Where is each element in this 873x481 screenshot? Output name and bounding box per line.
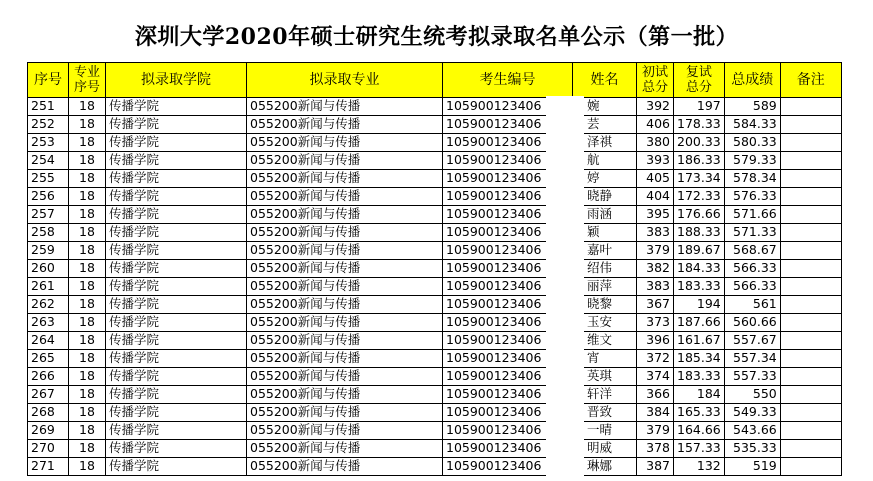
cell-initial-score: 373	[637, 314, 674, 332]
cell-total-score: 579.33	[724, 152, 780, 170]
cell-major: 055200新闻与传播	[247, 98, 443, 116]
table-row	[28, 152, 842, 170]
table-row	[28, 278, 842, 296]
cell-initial-score: 382	[637, 260, 674, 278]
cell-initial-score: 379	[637, 242, 674, 260]
cell-total-score: 578.34	[724, 170, 780, 188]
cell-name: 婷	[573, 170, 637, 188]
header-total-score: 总成绩	[724, 63, 780, 98]
cell-exam-id: 105900123406	[443, 152, 573, 170]
cell-retest-score: 197	[674, 98, 725, 116]
cell-retest-score: 172.33	[674, 188, 725, 206]
table-row	[28, 440, 842, 458]
cell-retest-score: 183.33	[674, 278, 725, 296]
cell-exam-id: 105900123406	[443, 458, 573, 476]
cell-retest-score: 183.33	[674, 368, 725, 386]
table-row	[28, 224, 842, 242]
cell-seq: 264	[28, 332, 69, 350]
cell-total-score: 519	[724, 458, 780, 476]
cell-remark	[780, 314, 841, 332]
cell-college: 传播学院	[106, 296, 247, 314]
cell-college: 传播学院	[106, 350, 247, 368]
cell-retest-score: 184.33	[674, 260, 725, 278]
cell-remark	[780, 332, 841, 350]
cell-seq: 259	[28, 242, 69, 260]
cell-seq: 255	[28, 170, 69, 188]
cell-name: 明威	[573, 440, 637, 458]
cell-college: 传播学院	[106, 458, 247, 476]
cell-major-seq: 18	[69, 350, 106, 368]
cell-total-score: 571.66	[724, 206, 780, 224]
cell-college: 传播学院	[106, 224, 247, 242]
cell-college: 传播学院	[106, 98, 247, 116]
cell-name: 轩洋	[573, 386, 637, 404]
cell-initial-score: 393	[637, 152, 674, 170]
cell-initial-score: 392	[637, 98, 674, 116]
cell-major-seq: 18	[69, 170, 106, 188]
cell-remark	[780, 98, 841, 116]
table-row	[28, 170, 842, 188]
cell-major-seq: 18	[69, 134, 106, 152]
cell-college: 传播学院	[106, 170, 247, 188]
cell-initial-score: 384	[637, 404, 674, 422]
cell-remark	[780, 224, 841, 242]
cell-major-seq: 18	[69, 458, 106, 476]
cell-initial-score: 387	[637, 458, 674, 476]
header-remark: 备注	[780, 63, 841, 98]
cell-total-score: 557.67	[724, 332, 780, 350]
cell-exam-id: 105900123406	[443, 260, 573, 278]
cell-major: 055200新闻与传播	[247, 152, 443, 170]
cell-college: 传播学院	[106, 188, 247, 206]
cell-name: 晋致	[573, 404, 637, 422]
cell-name: 晓静	[573, 188, 637, 206]
cell-major-seq: 18	[69, 440, 106, 458]
cell-major: 055200新闻与传播	[247, 260, 443, 278]
cell-initial-score: 366	[637, 386, 674, 404]
cell-retest-score: 176.66	[674, 206, 725, 224]
cell-major: 055200新闻与传播	[247, 134, 443, 152]
cell-major: 055200新闻与传播	[247, 314, 443, 332]
cell-total-score: 566.33	[724, 260, 780, 278]
cell-major: 055200新闻与传播	[247, 386, 443, 404]
cell-total-score: 557.33	[724, 368, 780, 386]
cell-major: 055200新闻与传播	[247, 206, 443, 224]
table-row	[28, 422, 842, 440]
cell-name: 英琪	[573, 368, 637, 386]
table-row	[28, 350, 842, 368]
table-row	[28, 242, 842, 260]
cell-major-seq: 18	[69, 98, 106, 116]
cell-total-score: 580.33	[724, 134, 780, 152]
cell-remark	[780, 368, 841, 386]
cell-remark	[780, 350, 841, 368]
cell-total-score: 560.66	[724, 314, 780, 332]
cell-major: 055200新闻与传播	[247, 404, 443, 422]
cell-major-seq: 18	[69, 260, 106, 278]
cell-college: 传播学院	[106, 404, 247, 422]
cell-initial-score: 372	[637, 350, 674, 368]
cell-name: 婉	[573, 98, 637, 116]
cell-total-score: 561	[724, 296, 780, 314]
cell-retest-score: 194	[674, 296, 725, 314]
table-row	[28, 116, 842, 134]
header-college: 拟录取学院	[106, 63, 247, 98]
cell-name: 维文	[573, 332, 637, 350]
cell-retest-score: 186.33	[674, 152, 725, 170]
cell-total-score: 584.33	[724, 116, 780, 134]
cell-total-score: 566.33	[724, 278, 780, 296]
cell-retest-score: 164.66	[674, 422, 725, 440]
cell-major-seq: 18	[69, 332, 106, 350]
cell-major: 055200新闻与传播	[247, 458, 443, 476]
cell-remark	[780, 188, 841, 206]
table-row	[28, 332, 842, 350]
cell-major-seq: 18	[69, 188, 106, 206]
cell-retest-score: 161.67	[674, 332, 725, 350]
table-row	[28, 98, 842, 116]
cell-name: 晓黎	[573, 296, 637, 314]
table-row	[28, 260, 842, 278]
cell-seq: 271	[28, 458, 69, 476]
cell-exam-id: 105900123406	[443, 170, 573, 188]
cell-retest-score: 165.33	[674, 404, 725, 422]
table-row	[28, 134, 842, 152]
cell-total-score: 549.33	[724, 404, 780, 422]
cell-remark	[780, 386, 841, 404]
cell-initial-score: 405	[637, 170, 674, 188]
header-retest-score: 复试 总分	[674, 63, 725, 98]
cell-retest-score: 200.33	[674, 134, 725, 152]
cell-major-seq: 18	[69, 404, 106, 422]
cell-seq: 254	[28, 152, 69, 170]
cell-retest-score: 157.33	[674, 440, 725, 458]
redaction-mask	[546, 96, 584, 481]
page-title: 深圳大学2020年硕士研究生统考拟录取名单公示（第一批）	[134, 24, 739, 50]
cell-major: 055200新闻与传播	[247, 278, 443, 296]
cell-exam-id: 105900123406	[443, 278, 573, 296]
cell-seq: 257	[28, 206, 69, 224]
cell-name: 一晴	[573, 422, 637, 440]
cell-retest-score: 185.34	[674, 350, 725, 368]
table-row	[28, 188, 842, 206]
cell-initial-score: 378	[637, 440, 674, 458]
header-name: 姓名	[573, 63, 637, 98]
cell-remark	[780, 458, 841, 476]
cell-name: 宵	[573, 350, 637, 368]
cell-major: 055200新闻与传播	[247, 350, 443, 368]
cell-major: 055200新闻与传播	[247, 440, 443, 458]
cell-name: 泽祺	[573, 134, 637, 152]
table-row	[28, 404, 842, 422]
cell-major: 055200新闻与传播	[247, 296, 443, 314]
header-major: 拟录取专业	[247, 63, 443, 98]
cell-initial-score: 383	[637, 224, 674, 242]
cell-name: 芸	[573, 116, 637, 134]
cell-college: 传播学院	[106, 116, 247, 134]
cell-exam-id: 105900123406	[443, 368, 573, 386]
cell-major: 055200新闻与传播	[247, 368, 443, 386]
cell-name: 琳娜	[573, 458, 637, 476]
cell-major: 055200新闻与传播	[247, 170, 443, 188]
header-initial-score: 初试 总分	[637, 63, 674, 98]
cell-seq: 260	[28, 260, 69, 278]
cell-college: 传播学院	[106, 242, 247, 260]
cell-major-seq: 18	[69, 152, 106, 170]
cell-exam-id: 105900123406	[443, 224, 573, 242]
cell-name: 雨涵	[573, 206, 637, 224]
cell-initial-score: 380	[637, 134, 674, 152]
cell-total-score: 550	[724, 386, 780, 404]
cell-major-seq: 18	[69, 278, 106, 296]
cell-major-seq: 18	[69, 206, 106, 224]
cell-initial-score: 383	[637, 278, 674, 296]
cell-exam-id: 105900123406	[443, 386, 573, 404]
cell-remark	[780, 404, 841, 422]
cell-seq: 252	[28, 116, 69, 134]
cell-initial-score: 379	[637, 422, 674, 440]
cell-remark	[780, 206, 841, 224]
cell-total-score: 557.34	[724, 350, 780, 368]
cell-exam-id: 105900123406	[443, 404, 573, 422]
cell-exam-id: 105900123406	[443, 332, 573, 350]
cell-seq: 262	[28, 296, 69, 314]
cell-college: 传播学院	[106, 368, 247, 386]
cell-exam-id: 105900123406	[443, 314, 573, 332]
cell-exam-id: 105900123406	[443, 422, 573, 440]
cell-total-score: 535.33	[724, 440, 780, 458]
cell-major: 055200新闻与传播	[247, 188, 443, 206]
cell-seq: 269	[28, 422, 69, 440]
cell-exam-id: 105900123406	[443, 188, 573, 206]
cell-remark	[780, 440, 841, 458]
cell-major-seq: 18	[69, 386, 106, 404]
cell-exam-id: 105900123406	[443, 116, 573, 134]
cell-exam-id: 105900123406	[443, 98, 573, 116]
cell-retest-score: 178.33	[674, 116, 725, 134]
cell-seq: 265	[28, 350, 69, 368]
cell-major: 055200新闻与传播	[247, 422, 443, 440]
cell-college: 传播学院	[106, 440, 247, 458]
cell-major: 055200新闻与传播	[247, 332, 443, 350]
cell-remark	[780, 116, 841, 134]
cell-college: 传播学院	[106, 386, 247, 404]
cell-seq: 253	[28, 134, 69, 152]
cell-seq: 261	[28, 278, 69, 296]
cell-remark	[780, 260, 841, 278]
cell-exam-id: 105900123406	[443, 242, 573, 260]
cell-initial-score: 404	[637, 188, 674, 206]
cell-retest-score: 187.66	[674, 314, 725, 332]
cell-seq: 256	[28, 188, 69, 206]
cell-seq: 267	[28, 386, 69, 404]
cell-total-score: 576.33	[724, 188, 780, 206]
cell-remark	[780, 242, 841, 260]
cell-initial-score: 396	[637, 332, 674, 350]
cell-exam-id: 105900123406	[443, 134, 573, 152]
cell-name: 绍伟	[573, 260, 637, 278]
cell-major-seq: 18	[69, 314, 106, 332]
cell-initial-score: 374	[637, 368, 674, 386]
cell-seq: 251	[28, 98, 69, 116]
cell-major-seq: 18	[69, 368, 106, 386]
cell-major: 055200新闻与传播	[247, 242, 443, 260]
table-row	[28, 314, 842, 332]
header-row	[28, 63, 842, 98]
cell-seq: 258	[28, 224, 69, 242]
cell-major-seq: 18	[69, 116, 106, 134]
cell-major-seq: 18	[69, 422, 106, 440]
cell-college: 传播学院	[106, 278, 247, 296]
cell-remark	[780, 134, 841, 152]
cell-college: 传播学院	[106, 206, 247, 224]
cell-major-seq: 18	[69, 242, 106, 260]
cell-name: 丽萍	[573, 278, 637, 296]
cell-remark	[780, 278, 841, 296]
table-row	[28, 368, 842, 386]
cell-initial-score: 406	[637, 116, 674, 134]
cell-name: 玉安	[573, 314, 637, 332]
cell-major-seq: 18	[69, 296, 106, 314]
cell-exam-id: 105900123406	[443, 296, 573, 314]
cell-seq: 263	[28, 314, 69, 332]
cell-initial-score: 395	[637, 206, 674, 224]
cell-remark	[780, 152, 841, 170]
cell-total-score: 571.33	[724, 224, 780, 242]
cell-college: 传播学院	[106, 152, 247, 170]
cell-major: 055200新闻与传播	[247, 116, 443, 134]
table-row	[28, 458, 842, 476]
cell-total-score: 543.66	[724, 422, 780, 440]
cell-initial-score: 367	[637, 296, 674, 314]
table-row	[28, 296, 842, 314]
cell-exam-id: 105900123406	[443, 350, 573, 368]
cell-name: 嘉叶	[573, 242, 637, 260]
cell-college: 传播学院	[106, 332, 247, 350]
cell-college: 传播学院	[106, 260, 247, 278]
table-row	[28, 206, 842, 224]
header-major-seq: 专业 序号	[69, 63, 106, 98]
cell-seq: 270	[28, 440, 69, 458]
cell-retest-score: 132	[674, 458, 725, 476]
cell-major-seq: 18	[69, 224, 106, 242]
cell-name: 颖	[573, 224, 637, 242]
cell-total-score: 589	[724, 98, 780, 116]
cell-retest-score: 184	[674, 386, 725, 404]
cell-remark	[780, 422, 841, 440]
header-seq: 序号	[28, 63, 69, 98]
cell-retest-score: 173.34	[674, 170, 725, 188]
cell-seq: 266	[28, 368, 69, 386]
cell-retest-score: 188.33	[674, 224, 725, 242]
table-row	[28, 386, 842, 404]
cell-college: 传播学院	[106, 134, 247, 152]
cell-major: 055200新闻与传播	[247, 224, 443, 242]
cell-seq: 268	[28, 404, 69, 422]
admission-table	[27, 62, 842, 476]
cell-exam-id: 105900123406	[443, 206, 573, 224]
cell-remark	[780, 170, 841, 188]
cell-name: 航	[573, 152, 637, 170]
cell-retest-score: 189.67	[674, 242, 725, 260]
cell-total-score: 568.67	[724, 242, 780, 260]
cell-college: 传播学院	[106, 314, 247, 332]
cell-college: 传播学院	[106, 422, 247, 440]
header-exam-id: 考生编号	[443, 63, 573, 98]
cell-exam-id: 105900123406	[443, 440, 573, 458]
cell-remark	[780, 296, 841, 314]
